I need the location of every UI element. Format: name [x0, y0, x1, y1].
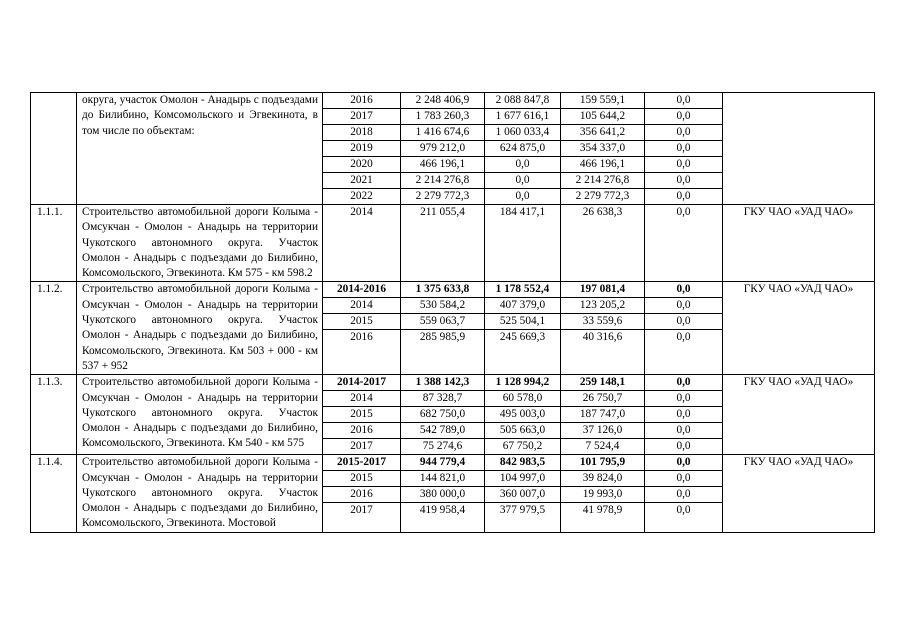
- value-cell: 1 178 552,4: [485, 282, 560, 298]
- value-column-col2: [485, 93, 561, 205]
- value-cell: 33 559,6: [561, 314, 644, 330]
- value-cell: 187 747,0: [561, 407, 644, 423]
- value-cell: 184 417,1: [499, 206, 546, 218]
- value-cell: 380 000,0: [401, 487, 484, 503]
- executor-cell: ГКУ ЧАО «УАД ЧАО»: [723, 205, 875, 282]
- value-cell: 0,0: [645, 141, 722, 157]
- item-number: [31, 93, 77, 205]
- year-cell: 2014-2017: [323, 375, 400, 391]
- value-column-col2: [485, 282, 561, 375]
- value-cell: 0,0: [645, 93, 722, 109]
- value-cell: 26 750,7: [561, 391, 644, 407]
- executor-cell: [723, 93, 875, 205]
- item-description: Строительство автомобильной дороги Колыма - Омсукчан - Омолон - Анадырь на территории Чукотского автономного округа. Участок Омолон - Анадырь с подъездами до Билибино, Комсомольского, Эгвекинота. Мостовой: [82, 456, 318, 530]
- item-description-cell: [77, 375, 323, 455]
- value-cell: 0,0: [515, 190, 530, 202]
- value-cell: 0,0: [645, 157, 722, 173]
- value-cell: 0,0: [645, 487, 722, 503]
- value-cell: 624 875,0: [485, 141, 560, 157]
- value-column-total: [401, 93, 485, 205]
- value-cell: 2 214 276,8: [401, 173, 484, 189]
- program-table: [30, 92, 875, 533]
- value-cell: 495 003,0: [485, 407, 560, 423]
- year-cell: 2014: [323, 298, 400, 314]
- value-cell: 197 081,4: [561, 282, 644, 298]
- value-column-total: [401, 455, 485, 532]
- value-cell: 530 584,2: [401, 298, 484, 314]
- value-column-col4: [645, 282, 723, 375]
- value-cell: 466 196,1: [561, 157, 644, 173]
- item-description: округа, участок Омолон - Анадырь с подъездами до Билибино, Комсомольского и Эгвекинота, в том числе по объектам:: [82, 94, 318, 137]
- value-cell: 0,0: [645, 391, 722, 407]
- value-column-total: [401, 205, 485, 282]
- value-cell: 354 337,0: [561, 141, 644, 157]
- year-column: [323, 455, 401, 532]
- value-cell: 407 379,0: [485, 298, 560, 314]
- value-cell: 37 126,0: [561, 423, 644, 439]
- value-cell: 67 750,2: [502, 440, 543, 453]
- value-cell: 101 795,9: [561, 455, 644, 471]
- value-cell: 0,0: [645, 423, 722, 439]
- value-cell: 0,0: [645, 282, 722, 298]
- year-cell: 2018: [323, 125, 400, 141]
- year-column: [323, 93, 401, 205]
- value-column-col4: [645, 455, 723, 532]
- value-cell: 419 958,4: [419, 504, 466, 517]
- year-cell: 2016: [323, 93, 400, 109]
- value-column-col2: [485, 375, 561, 455]
- value-cell: 19 993,0: [561, 487, 644, 503]
- value-column-total: [401, 282, 485, 375]
- value-cell: 41 978,9: [582, 504, 623, 517]
- executor-cell: ГКУ ЧАО «УАД ЧАО»: [723, 282, 875, 375]
- value-column-col3: [561, 93, 645, 205]
- value-cell: 0,0: [645, 471, 722, 487]
- value-cell: 0,0: [676, 331, 691, 344]
- year-cell: 2015: [323, 314, 400, 330]
- value-cell: 0,0: [645, 407, 722, 423]
- item-number: 1.1.3.: [31, 375, 77, 455]
- table-body: [31, 93, 875, 533]
- value-cell: 1 388 142,3: [401, 375, 484, 391]
- value-cell: 87 328,7: [401, 391, 484, 407]
- value-cell: 2 279 772,3: [575, 190, 630, 202]
- value-column-col4: [645, 205, 723, 282]
- value-cell: 356 641,2: [561, 125, 644, 141]
- item-number: 1.1.1.: [31, 205, 77, 282]
- value-cell: 1 677 616,1: [485, 109, 560, 125]
- value-cell: 0,0: [676, 206, 691, 218]
- year-column: [323, 205, 401, 282]
- value-cell: 0,0: [676, 190, 691, 202]
- value-cell: 2 248 406,9: [401, 93, 484, 109]
- value-cell: 159 559,1: [561, 93, 644, 109]
- item-description-cell: [77, 93, 323, 205]
- value-cell: 60 578,0: [485, 391, 560, 407]
- year-cell: 2014: [323, 391, 400, 407]
- value-cell: 505 663,0: [485, 423, 560, 439]
- value-cell: 1 783 260,3: [401, 109, 484, 125]
- value-column-col3: [561, 205, 645, 282]
- item-description: Строительство автомобильной дороги Колыма - Омсукчан - Омолон - Анадырь на территории Чукотского автономного округа. Участок Омолон - Анадырь с подъездами до Билибино, Комсомольского, Эгвекинота. Км 503 + 000 - км 537 + 952: [82, 283, 318, 372]
- table-row: [31, 455, 875, 532]
- value-column-col4: [645, 375, 723, 455]
- item-number: 1.1.4.: [31, 455, 77, 532]
- year-cell: 2020: [323, 157, 400, 173]
- value-cell: 0,0: [485, 157, 560, 173]
- year-column: [323, 375, 401, 455]
- value-cell: 0,0: [645, 298, 722, 314]
- value-cell: 39 824,0: [561, 471, 644, 487]
- year-cell: 2019: [323, 141, 400, 157]
- value-cell: 1 060 033,4: [485, 125, 560, 141]
- year-cell: 2016: [323, 487, 400, 503]
- value-cell: 285 985,9: [419, 331, 466, 344]
- table-row: [31, 93, 875, 205]
- item-description-cell: [77, 205, 323, 282]
- item-number: 1.1.2.: [31, 282, 77, 375]
- value-cell: 1 128 994,2: [485, 375, 560, 391]
- year-cell: 2016: [323, 423, 400, 439]
- value-cell: 0,0: [645, 314, 722, 330]
- value-column-col4: [645, 93, 723, 205]
- value-column-col3: [561, 282, 645, 375]
- value-cell: 377 979,5: [499, 504, 546, 517]
- year-cell: 2015: [323, 407, 400, 423]
- value-cell: 0,0: [485, 173, 560, 189]
- value-cell: 466 196,1: [401, 157, 484, 173]
- value-cell: 0,0: [676, 440, 691, 453]
- year-cell: 2015-2017: [323, 455, 400, 471]
- year-cell: 2021: [323, 173, 400, 189]
- item-description-cell: [77, 455, 323, 532]
- value-cell: 2 088 847,8: [485, 93, 560, 109]
- value-column-total: [401, 375, 485, 455]
- value-cell: 0,0: [645, 455, 722, 471]
- value-column-col3: [561, 375, 645, 455]
- year-column: [323, 282, 401, 375]
- value-cell: 979 212,0: [401, 141, 484, 157]
- value-cell: 123 205,2: [561, 298, 644, 314]
- value-cell: 2 279 772,3: [415, 190, 470, 202]
- item-description-cell: [77, 282, 323, 375]
- value-cell: 0,0: [676, 504, 691, 517]
- value-cell: 682 750,0: [401, 407, 484, 423]
- table-row: [31, 205, 875, 282]
- item-description: Строительство автомобильной дороги Колыма - Омсукчан - Омолон - Анадырь на территории Чукотского автономного округа. Участок Омолон - Анадырь с подъездами до Билибино, Комсомольского, Эгвекинота. Км 540 - км 575: [82, 376, 318, 450]
- value-cell: 0,0: [645, 109, 722, 125]
- value-column-col3: [561, 455, 645, 532]
- executor-cell: ГКУ ЧАО «УАД ЧАО»: [723, 455, 875, 532]
- value-cell: 0,0: [645, 125, 722, 141]
- year-cell: 2017: [350, 440, 373, 453]
- year-cell: 2017: [323, 109, 400, 125]
- value-cell: 211 055,4: [420, 206, 465, 218]
- value-cell: 542 789,0: [401, 423, 484, 439]
- item-description: Строительство автомобильной дороги Колыма - Омсукчан - Омолон - Анадырь на территории Чукотского автономного округа. Участок Омолон - Анадырь с подъездами до Билибино, Комсомольского, Эгвекинота. Км 575 - км 598.2: [82, 206, 318, 280]
- value-cell: 1 375 633,8: [401, 282, 484, 298]
- value-column-col2: [485, 205, 561, 282]
- year-cell: 2016: [350, 331, 373, 344]
- year-cell: 2014: [350, 206, 373, 218]
- value-cell: 144 821,0: [401, 471, 484, 487]
- value-cell: 559 063,7: [401, 314, 484, 330]
- value-cell: 842 983,5: [485, 455, 560, 471]
- value-cell: 104 997,0: [485, 471, 560, 487]
- value-cell: 2 214 276,8: [561, 173, 644, 189]
- value-cell: 360 007,0: [485, 487, 560, 503]
- value-cell: 245 669,3: [499, 331, 546, 344]
- table-row: [31, 282, 875, 375]
- value-cell: 1 416 674,6: [401, 125, 484, 141]
- value-cell: 40 316,6: [582, 331, 623, 344]
- value-cell: 7 524,4: [585, 440, 620, 453]
- year-cell: 2014-2016: [323, 282, 400, 298]
- value-cell: 944 779,4: [401, 455, 484, 471]
- value-cell: 525 504,1: [485, 314, 560, 330]
- table-row: [31, 375, 875, 455]
- year-cell: 2015: [323, 471, 400, 487]
- year-cell: 2022: [350, 190, 373, 202]
- value-cell: 0,0: [645, 375, 722, 391]
- value-cell: 75 274,6: [422, 440, 463, 453]
- executor-cell: ГКУ ЧАО «УАД ЧАО»: [723, 375, 875, 455]
- value-cell: 105 644,2: [561, 109, 644, 125]
- value-cell: 0,0: [645, 173, 722, 189]
- year-cell: 2017: [350, 504, 373, 517]
- value-cell: 26 638,3: [582, 206, 623, 218]
- value-cell: 259 148,1: [561, 375, 644, 391]
- value-column-col2: [485, 455, 561, 532]
